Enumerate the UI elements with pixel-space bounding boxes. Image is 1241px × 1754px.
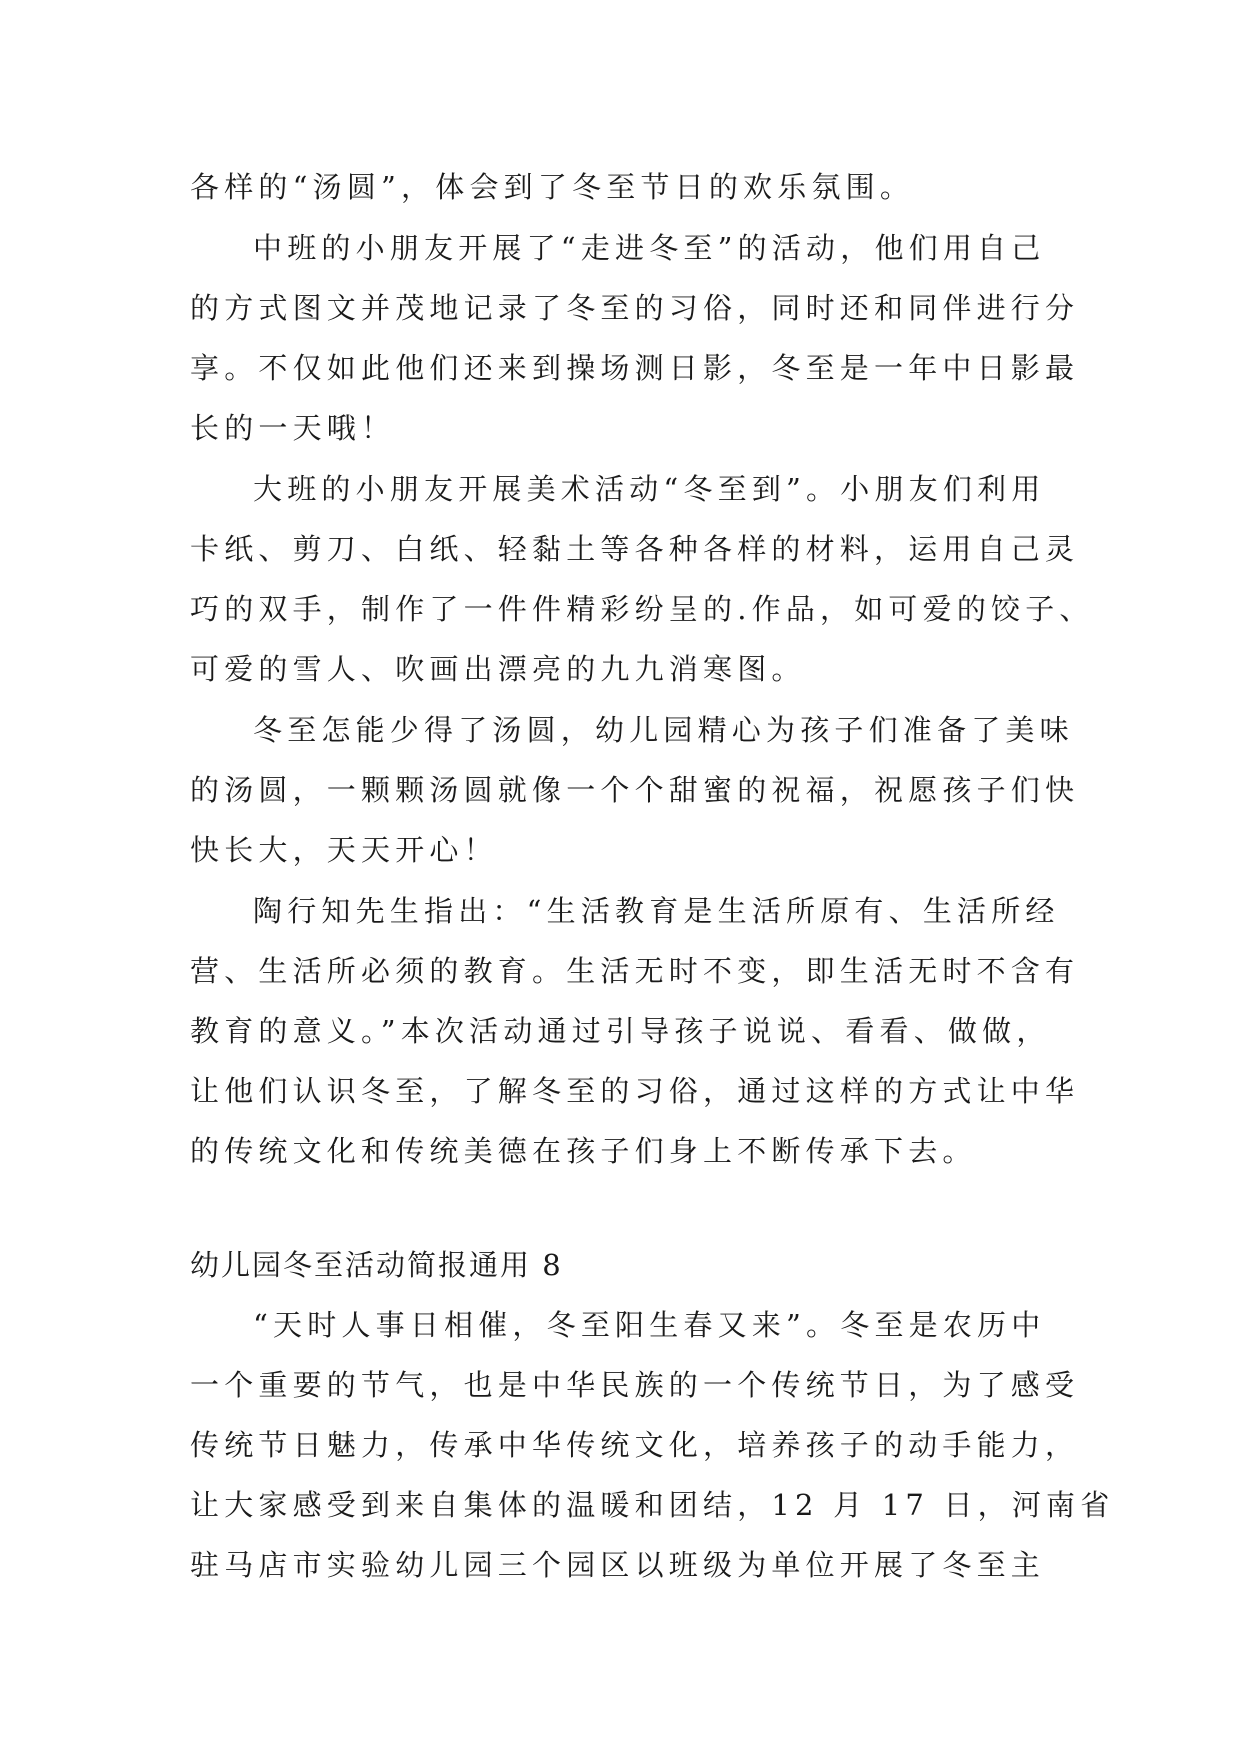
paragraph-start-line: 大班的小朋友开展美术活动“冬至到”。小朋友们利用 [253, 472, 1046, 506]
text-line: 一个重要的节气，也是中华民族的一个传统节日，为了感受 [190, 1368, 1080, 1402]
paragraph-start-line: “天时人事日相催，冬至阳生春又来”。冬至是农历中 [253, 1308, 1046, 1342]
text-line: 传统节日魅力，传承中华传统文化，培养孩子的动手能力， [190, 1428, 1080, 1462]
paragraph-start-line: 陶行知先生指出：“生活教育是生活所原有、生活所经 [253, 894, 1060, 928]
text-line: 各样的“汤圆”，体会到了冬至节日的欢乐氛围。 [190, 170, 915, 204]
text-line: 让大家感受到来自集体的温暖和团结，12 月 17 日，河南省 [190, 1488, 1115, 1522]
text-line: 教育的意义。”本次活动通过引导孩子说说、看看、做做， [190, 1014, 1051, 1048]
text-line: 卡纸、剪刀、白纸、轻黏土等各种各样的材料，运用自己灵 [190, 532, 1080, 566]
text-line: 享。不仅如此他们还来到操场测日影，冬至是一年中日影最 [190, 351, 1080, 385]
paragraph-start-line: 中班的小朋友开展了“走进冬至”的活动，他们用自己 [253, 231, 1046, 265]
section-heading: 幼儿园冬至活动简报通用 8 [190, 1248, 563, 1282]
paragraph-start-line: 冬至怎能少得了汤圆，幼儿园精心为孩子们准备了美味 [253, 713, 1074, 747]
text-line: 的汤圆，一颗颗汤圆就像一个个甜蜜的祝福，祝愿孩子们快 [190, 773, 1080, 807]
text-line: 长的一天哦！ [190, 411, 396, 445]
text-line: 的方式图文并茂地记录了冬至的习俗，同时还和同伴进行分 [190, 291, 1080, 325]
text-line: 营、生活所必须的教育。生活无时不变，即生活无时不含有 [190, 954, 1080, 988]
text-line: 可爱的雪人、吹画出漂亮的九九消寒图。 [190, 652, 806, 686]
text-line: 让他们认识冬至，了解冬至的习俗，通过这样的方式让中华 [190, 1074, 1080, 1108]
text-line: 巧的双手，制作了一件件精彩纷呈的.作品，如可爱的饺子、 [190, 592, 1094, 626]
text-line: 的传统文化和传统美德在孩子们身上不断传承下去。 [190, 1134, 977, 1168]
text-line: 驻马店市实验幼儿园三个园区以班级为单位开展了冬至主 [190, 1548, 1046, 1582]
text-line: 快长大，天天开心！ [190, 833, 498, 867]
